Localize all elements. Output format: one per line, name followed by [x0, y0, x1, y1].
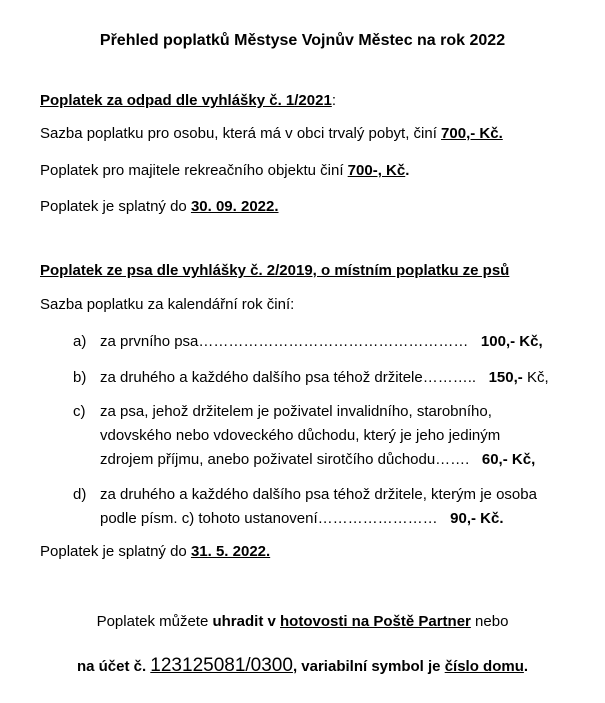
dogs-item-d-line2-row: [100, 510, 504, 527]
dogs-item-b: [73, 369, 549, 386]
payment-line1-b: uhradit v: [212, 613, 280, 630]
waste-rate-value: 700,- Kč.: [441, 125, 503, 142]
account-number: 123125081/0300: [150, 655, 293, 676]
dogs-due-date: 31. 5. 2022.: [190, 543, 271, 560]
waste-due-line: [40, 198, 279, 215]
dogs-item-b-amount: 150,-: [488, 369, 523, 386]
waste-due-date: 30. 09. 2022.: [190, 198, 279, 215]
dogs-item-c-amount: 60,- Kč,: [481, 451, 536, 468]
dogs-intro: Sazba poplatku za kalendářní rok činí:: [40, 296, 295, 313]
dogs-item-c-line3-row: [100, 451, 535, 468]
dogs-item-c-line3: zdrojem příjmu, anebo poživatel sirotčího důchodu…….: [100, 451, 470, 468]
dogs-item-d: [73, 486, 537, 503]
dogs-item-c-line1: za psa, jehož držitelem je poživatel invalidního, starobního,: [100, 403, 492, 420]
dogs-heading-line: [40, 262, 509, 279]
waste-due-text: Poplatek je splatný do: [40, 198, 191, 215]
dogs-due-text: Poplatek je splatný do: [40, 543, 191, 560]
dogs-item-d-line1: za druhého a každého dalšího psa téhož držitele, kterým je osoba: [100, 486, 537, 503]
dogs-due-line: [40, 543, 270, 560]
waste-rate-text: Sazba poplatku pro osobu, která má v obci trvalý pobyt, činí: [40, 125, 442, 142]
payment-line-1: [0, 613, 605, 630]
payment-line1-a: Poplatek můžete: [96, 613, 213, 630]
payment-line2-b: , variabilní symbol je: [292, 658, 445, 675]
page-title: Přehled poplatků Městyse Vojnův Městec na rok 2022: [99, 32, 506, 49]
payment-line1-d: nebo: [470, 613, 509, 630]
dogs-item-c-mark: c): [73, 403, 86, 420]
payment-line2-d: .: [523, 658, 529, 675]
dogs-item-b-text: za druhého a každého dalšího psa téhož držitele………..: [100, 369, 477, 386]
waste-heading: Poplatek za odpad dle vyhlášky č. 1/2021: [40, 92, 332, 109]
dogs-item-b-mark: b): [73, 369, 87, 386]
waste-holiday-value: 700-, Kč: [347, 162, 406, 179]
dogs-item-a-amount: 100,- Kč,: [480, 333, 543, 350]
dogs-item-a-text: za prvního psa………………………………………………: [100, 333, 469, 350]
dogs-item-d-line2: podle písm. c) tohoto ustanovení……………………: [100, 510, 438, 527]
waste-heading-line: [40, 92, 336, 109]
dogs-item-c-line2: vdovského nebo vdoveckého důchodu, který je jeho jediným: [100, 427, 501, 444]
dogs-item-d-amount: 90,- Kč.: [450, 510, 504, 527]
payment-line2-a: na účet č.: [76, 658, 151, 675]
waste-rate-line: [40, 125, 503, 142]
dogs-item-b-amount-tail: Kč,: [522, 369, 549, 386]
dogs-heading: Poplatek ze psa dle vyhlášky č. 2/2019, o místním poplatku ze psů: [40, 262, 510, 279]
waste-holiday-end: .: [405, 162, 410, 179]
dogs-item-d-mark: d): [73, 486, 87, 503]
waste-holiday-line: [40, 162, 409, 179]
dogs-item-a-mark: a): [73, 333, 87, 350]
dogs-item-c: [73, 403, 492, 420]
payment-line-2: [0, 655, 605, 677]
payment-line2-c: číslo domu: [444, 658, 524, 675]
payment-line1-c: hotovosti na Poště Partner: [280, 613, 471, 630]
waste-heading-suffix: :: [331, 92, 336, 109]
waste-holiday-text: Poplatek pro majitele rekreačního objektu činí: [40, 162, 348, 179]
dogs-item-a: [73, 333, 543, 350]
